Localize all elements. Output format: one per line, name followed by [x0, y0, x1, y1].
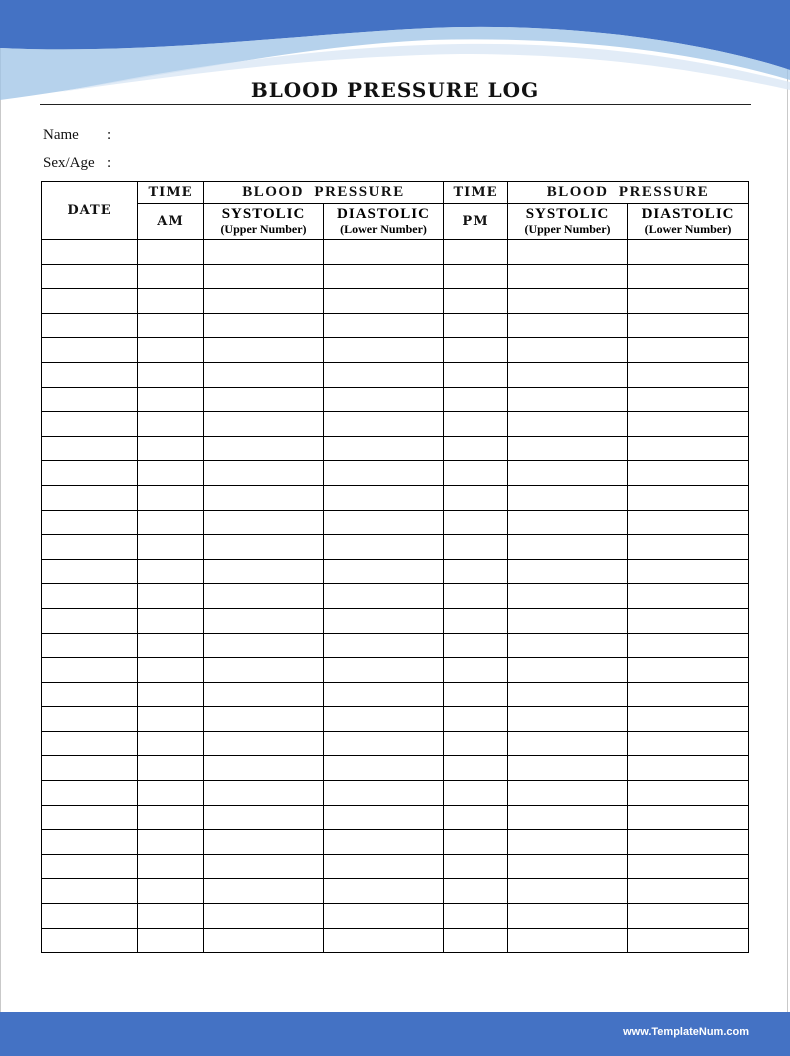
table-row — [42, 387, 749, 412]
diastolic-am-cell[interactable] — [324, 436, 444, 461]
time-header-am: TIME — [138, 182, 204, 204]
diastolic-note: (Lower Number) — [644, 222, 732, 236]
diastolic-am-cell[interactable] — [324, 313, 444, 338]
table-row — [42, 436, 749, 461]
date-cell[interactable] — [42, 240, 138, 265]
date-cell[interactable] — [42, 707, 138, 732]
name-field[interactable] — [43, 127, 112, 144]
diastolic-pm-cell[interactable] — [628, 535, 749, 560]
log-body — [42, 240, 749, 953]
table-row — [42, 781, 749, 806]
date-cell[interactable] — [42, 338, 138, 363]
systolic-label: SYSTOLIC — [525, 206, 610, 222]
diastolic-am-cell[interactable] — [324, 559, 444, 584]
table-row — [42, 756, 749, 781]
table-row — [42, 412, 749, 437]
diastolic-pm-cell[interactable] — [628, 707, 749, 732]
systolic-pm-cell[interactable] — [508, 559, 628, 584]
diastolic-am-cell[interactable] — [324, 682, 444, 707]
diastolic-pm-cell[interactable] — [628, 584, 749, 609]
systolic-am-cell[interactable] — [204, 264, 324, 289]
date-cell[interactable] — [42, 387, 138, 412]
diastolic-pm-cell[interactable] — [628, 854, 749, 879]
time-am-cell[interactable] — [138, 485, 204, 510]
sex-age-label: Sex/Age — [43, 155, 95, 171]
diastolic-am-cell[interactable] — [324, 879, 444, 904]
table-row — [42, 362, 749, 387]
date-cell[interactable] — [42, 436, 138, 461]
time-pm-cell[interactable] — [444, 756, 508, 781]
table-row — [42, 633, 749, 658]
diastolic-pm-cell[interactable] — [628, 658, 749, 683]
systolic-pm-cell[interactable] — [508, 608, 628, 633]
date-cell[interactable] — [42, 633, 138, 658]
systolic-pm-cell[interactable] — [508, 830, 628, 855]
systolic-am-cell[interactable] — [204, 805, 324, 830]
table-row — [42, 461, 749, 486]
time-pm-cell[interactable] — [444, 338, 508, 363]
time-pm-cell[interactable] — [444, 289, 508, 314]
diastolic-pm-cell[interactable] — [628, 879, 749, 904]
time-am-cell[interactable] — [138, 879, 204, 904]
diastolic-am-cell[interactable] — [324, 633, 444, 658]
time-am-cell[interactable] — [138, 830, 204, 855]
systolic-pm-cell[interactable] — [508, 387, 628, 412]
table-row — [42, 805, 749, 830]
time-am-cell[interactable] — [138, 240, 204, 265]
diastolic-am-cell[interactable] — [324, 387, 444, 412]
systolic-pm-cell[interactable] — [508, 879, 628, 904]
time-am-cell[interactable] — [138, 535, 204, 560]
time-pm-cell[interactable] — [444, 928, 508, 953]
diastolic-pm-cell[interactable] — [628, 805, 749, 830]
diastolic-am-cell[interactable] — [324, 485, 444, 510]
systolic-pm-cell[interactable] — [508, 485, 628, 510]
systolic-am-cell[interactable] — [204, 485, 324, 510]
time-am-cell[interactable] — [138, 658, 204, 683]
date-cell[interactable] — [42, 879, 138, 904]
diastolic-pm-cell[interactable] — [628, 633, 749, 658]
date-cell[interactable] — [42, 485, 138, 510]
date-cell[interactable] — [42, 805, 138, 830]
systolic-label: SYSTOLIC — [221, 206, 306, 222]
systolic-am-cell[interactable] — [204, 387, 324, 412]
time-am-cell[interactable] — [138, 362, 204, 387]
diastolic-am-cell[interactable] — [324, 707, 444, 732]
systolic-am-cell[interactable] — [204, 756, 324, 781]
date-cell[interactable] — [42, 928, 138, 953]
date-cell[interactable] — [42, 559, 138, 584]
systolic-pm-cell[interactable] — [508, 264, 628, 289]
time-am-cell[interactable] — [138, 289, 204, 314]
systolic-am-cell[interactable] — [204, 461, 324, 486]
footer-bar — [0, 1012, 790, 1056]
systolic-pm-cell[interactable] — [508, 928, 628, 953]
diastolic-pm-cell[interactable] — [628, 264, 749, 289]
diastolic-pm-cell[interactable] — [628, 510, 749, 535]
diastolic-am-cell[interactable] — [324, 756, 444, 781]
time-pm-cell[interactable] — [444, 731, 508, 756]
systolic-pm-cell[interactable] — [508, 805, 628, 830]
time-pm-cell[interactable] — [444, 387, 508, 412]
time-am-cell[interactable] — [138, 461, 204, 486]
date-cell[interactable] — [42, 608, 138, 633]
systolic-pm-cell[interactable] — [508, 707, 628, 732]
time-pm-cell[interactable] — [444, 461, 508, 486]
time-pm-cell[interactable] — [444, 559, 508, 584]
time-am-cell[interactable] — [138, 928, 204, 953]
diastolic-am-cell[interactable] — [324, 510, 444, 535]
time-am-cell[interactable] — [138, 756, 204, 781]
table-row — [42, 830, 749, 855]
systolic-am-cell[interactable] — [204, 559, 324, 584]
time-am-cell[interactable] — [138, 904, 204, 929]
diastolic-pm-cell[interactable] — [628, 387, 749, 412]
diastolic-pm-cell[interactable] — [628, 608, 749, 633]
time-am-cell[interactable] — [138, 510, 204, 535]
diastolic-am-cell[interactable] — [324, 830, 444, 855]
time-am-cell[interactable] — [138, 412, 204, 437]
systolic-am-cell[interactable] — [204, 313, 324, 338]
systolic-pm-cell[interactable] — [508, 682, 628, 707]
diastolic-pm-cell[interactable] — [628, 485, 749, 510]
diastolic-pm-cell[interactable] — [628, 781, 749, 806]
date-cell[interactable] — [42, 781, 138, 806]
diastolic-note: (Lower Number) — [340, 222, 427, 236]
systolic-pm-cell[interactable] — [508, 362, 628, 387]
systolic-header-pm — [508, 204, 628, 240]
time-am-cell[interactable] — [138, 707, 204, 732]
diastolic-pm-cell[interactable] — [628, 682, 749, 707]
diastolic-am-cell[interactable] — [324, 362, 444, 387]
systolic-pm-cell[interactable] — [508, 461, 628, 486]
systolic-pm-cell[interactable] — [508, 535, 628, 560]
systolic-pm-cell[interactable] — [508, 781, 628, 806]
blood-pressure-table — [41, 181, 749, 953]
diastolic-header-am — [324, 204, 444, 240]
sex-age-colon: : — [107, 155, 112, 171]
diastolic-am-cell[interactable] — [324, 854, 444, 879]
table-row — [42, 731, 749, 756]
systolic-am-cell[interactable] — [204, 240, 324, 265]
systolic-am-cell[interactable] — [204, 854, 324, 879]
systolic-pm-cell[interactable] — [508, 756, 628, 781]
time-pm-cell[interactable] — [444, 584, 508, 609]
systolic-header-am — [204, 204, 324, 240]
systolic-pm-cell[interactable] — [508, 240, 628, 265]
table-row — [42, 510, 749, 535]
table-row — [42, 559, 749, 584]
time-am-cell[interactable] — [138, 633, 204, 658]
table-row — [42, 289, 749, 314]
diastolic-am-cell[interactable] — [324, 658, 444, 683]
date-cell[interactable] — [42, 854, 138, 879]
table-row — [42, 658, 749, 683]
systolic-pm-cell[interactable] — [508, 904, 628, 929]
time-am-cell[interactable] — [138, 387, 204, 412]
name-colon: : — [107, 127, 112, 143]
time-pm-cell[interactable] — [444, 240, 508, 265]
systolic-am-cell[interactable] — [204, 830, 324, 855]
systolic-pm-cell[interactable] — [508, 436, 628, 461]
date-cell[interactable] — [42, 731, 138, 756]
systolic-pm-cell[interactable] — [508, 633, 628, 658]
diastolic-am-cell[interactable] — [324, 608, 444, 633]
table-row — [42, 928, 749, 953]
diastolic-pm-cell[interactable] — [628, 756, 749, 781]
time-pm-cell[interactable] — [444, 781, 508, 806]
time-pm-cell[interactable] — [444, 830, 508, 855]
time-pm-cell[interactable] — [444, 707, 508, 732]
diastolic-am-cell[interactable] — [324, 338, 444, 363]
diastolic-am-cell[interactable] — [324, 264, 444, 289]
diastolic-pm-cell[interactable] — [628, 559, 749, 584]
date-cell[interactable] — [42, 584, 138, 609]
date-cell[interactable] — [42, 289, 138, 314]
am-header: AM — [138, 204, 204, 240]
time-am-cell[interactable] — [138, 338, 204, 363]
diastolic-pm-cell[interactable] — [628, 830, 749, 855]
table-row — [42, 879, 749, 904]
time-pm-cell[interactable] — [444, 535, 508, 560]
pm-header: PM — [444, 204, 508, 240]
diastolic-pm-cell[interactable] — [628, 313, 749, 338]
systolic-pm-cell[interactable] — [508, 584, 628, 609]
systolic-am-cell[interactable] — [204, 879, 324, 904]
systolic-am-cell[interactable] — [204, 436, 324, 461]
date-cell[interactable] — [42, 658, 138, 683]
time-pm-cell[interactable] — [444, 904, 508, 929]
page-title: BLOOD PRESSURE LOG — [250, 78, 540, 102]
systolic-am-cell[interactable] — [204, 289, 324, 314]
table-row — [42, 608, 749, 633]
diastolic-pm-cell[interactable] — [628, 461, 749, 486]
systolic-am-cell[interactable] — [204, 904, 324, 929]
diastolic-am-cell[interactable] — [324, 461, 444, 486]
diastolic-pm-cell[interactable] — [628, 412, 749, 437]
systolic-pm-cell[interactable] — [508, 510, 628, 535]
date-cell[interactable] — [42, 461, 138, 486]
systolic-am-cell[interactable] — [204, 928, 324, 953]
time-am-cell[interactable] — [138, 781, 204, 806]
diastolic-label: DIASTOLIC — [641, 206, 735, 222]
date-cell[interactable] — [42, 264, 138, 289]
date-cell[interactable] — [42, 510, 138, 535]
systolic-am-cell[interactable] — [204, 338, 324, 363]
time-pm-cell[interactable] — [444, 485, 508, 510]
table-row — [42, 535, 749, 560]
time-pm-cell[interactable] — [444, 412, 508, 437]
time-am-cell[interactable] — [138, 854, 204, 879]
time-am-cell[interactable] — [138, 436, 204, 461]
blood-pressure-header-am: BLOOD PRESSURE — [204, 182, 444, 204]
table-row — [42, 682, 749, 707]
diastolic-pm-cell[interactable] — [628, 928, 749, 953]
time-pm-cell[interactable] — [444, 313, 508, 338]
time-pm-cell[interactable] — [444, 436, 508, 461]
time-pm-cell[interactable] — [444, 608, 508, 633]
time-pm-cell[interactable] — [444, 879, 508, 904]
diastolic-am-cell[interactable] — [324, 240, 444, 265]
time-am-cell[interactable] — [138, 805, 204, 830]
time-pm-cell[interactable] — [444, 264, 508, 289]
systolic-am-cell[interactable] — [204, 658, 324, 683]
diastolic-label: DIASTOLIC — [337, 206, 430, 222]
systolic-am-cell[interactable] — [204, 682, 324, 707]
systolic-am-cell[interactable] — [204, 633, 324, 658]
diastolic-pm-cell[interactable] — [628, 904, 749, 929]
blood-pressure-header-pm: BLOOD PRESSURE — [508, 182, 749, 204]
diastolic-am-cell[interactable] — [324, 904, 444, 929]
systolic-pm-cell[interactable] — [508, 412, 628, 437]
table-row — [42, 707, 749, 732]
table-row — [42, 264, 749, 289]
sex-age-field[interactable] — [43, 155, 112, 172]
systolic-pm-cell[interactable] — [508, 289, 628, 314]
diastolic-pm-cell[interactable] — [628, 436, 749, 461]
time-am-cell[interactable] — [138, 608, 204, 633]
date-cell[interactable] — [42, 830, 138, 855]
diastolic-pm-cell[interactable] — [628, 338, 749, 363]
time-am-cell[interactable] — [138, 559, 204, 584]
time-pm-cell[interactable] — [444, 633, 508, 658]
time-header-pm: TIME — [444, 182, 508, 204]
time-am-cell[interactable] — [138, 584, 204, 609]
diastolic-am-cell[interactable] — [324, 535, 444, 560]
table-row — [42, 584, 749, 609]
systolic-note: (Upper Number) — [220, 222, 307, 236]
table-row — [42, 240, 749, 265]
diastolic-am-cell[interactable] — [324, 781, 444, 806]
systolic-am-cell[interactable] — [204, 707, 324, 732]
systolic-am-cell[interactable] — [204, 412, 324, 437]
diastolic-am-cell[interactable] — [324, 928, 444, 953]
time-pm-cell[interactable] — [444, 510, 508, 535]
diastolic-pm-cell[interactable] — [628, 362, 749, 387]
diastolic-am-cell[interactable] — [324, 412, 444, 437]
systolic-pm-cell[interactable] — [508, 313, 628, 338]
date-header: DATE — [42, 182, 138, 240]
time-pm-cell[interactable] — [444, 682, 508, 707]
systolic-am-cell[interactable] — [204, 781, 324, 806]
systolic-pm-cell[interactable] — [508, 658, 628, 683]
date-cell[interactable] — [42, 682, 138, 707]
diastolic-am-cell[interactable] — [324, 584, 444, 609]
date-cell[interactable] — [42, 904, 138, 929]
time-am-cell[interactable] — [138, 682, 204, 707]
table-row — [42, 854, 749, 879]
table-row — [42, 904, 749, 929]
systolic-am-cell[interactable] — [204, 535, 324, 560]
diastolic-am-cell[interactable] — [324, 289, 444, 314]
date-cell[interactable] — [42, 313, 138, 338]
diastolic-pm-cell[interactable] — [628, 240, 749, 265]
systolic-am-cell[interactable] — [204, 510, 324, 535]
diastolic-am-cell[interactable] — [324, 731, 444, 756]
systolic-pm-cell[interactable] — [508, 854, 628, 879]
table-row — [42, 313, 749, 338]
time-am-cell[interactable] — [138, 264, 204, 289]
table-row — [42, 338, 749, 363]
name-label: Name — [43, 127, 79, 143]
systolic-am-cell[interactable] — [204, 362, 324, 387]
systolic-am-cell[interactable] — [204, 584, 324, 609]
systolic-pm-cell[interactable] — [508, 338, 628, 363]
time-am-cell[interactable] — [138, 313, 204, 338]
systolic-am-cell[interactable] — [204, 608, 324, 633]
time-pm-cell[interactable] — [444, 805, 508, 830]
diastolic-am-cell[interactable] — [324, 805, 444, 830]
systolic-pm-cell[interactable] — [508, 731, 628, 756]
date-cell[interactable] — [42, 412, 138, 437]
date-cell[interactable] — [42, 535, 138, 560]
diastolic-pm-cell[interactable] — [628, 731, 749, 756]
diastolic-pm-cell[interactable] — [628, 289, 749, 314]
systolic-am-cell[interactable] — [204, 731, 324, 756]
time-pm-cell[interactable] — [444, 658, 508, 683]
footer-url[interactable]: www.TemplateNum.com — [623, 1026, 749, 1038]
diastolic-header-pm — [628, 204, 749, 240]
date-cell[interactable] — [42, 362, 138, 387]
title-underline — [40, 104, 751, 105]
date-cell[interactable] — [42, 756, 138, 781]
table-row — [42, 485, 749, 510]
time-pm-cell[interactable] — [444, 854, 508, 879]
time-am-cell[interactable] — [138, 731, 204, 756]
time-pm-cell[interactable] — [444, 362, 508, 387]
systolic-note: (Upper Number) — [524, 222, 611, 236]
